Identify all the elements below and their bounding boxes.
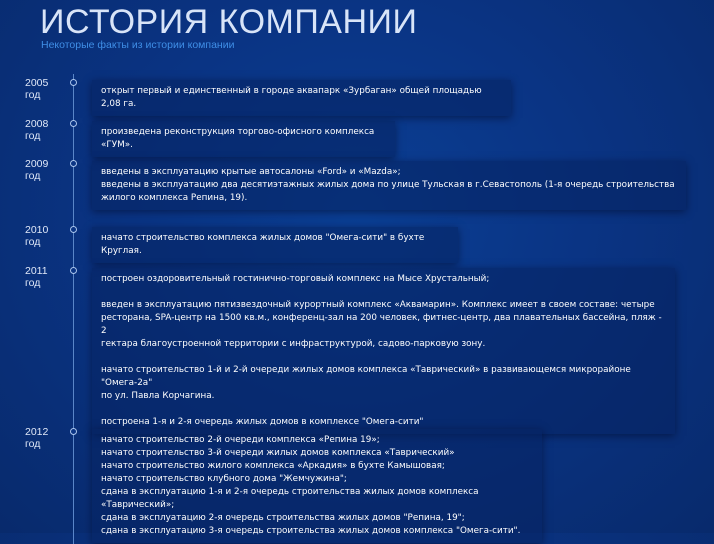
timeline-year: 2010 год: [25, 224, 49, 248]
timeline-dot: [70, 428, 77, 435]
event-line: начато строительство 3-й очереди жилых домов комплекса «Таврический»: [101, 448, 455, 458]
timeline-line: [73, 74, 74, 544]
event-line: сдана в эксплуатацию 2-я очередь строительства жилых домов "Репина, 19";: [101, 513, 465, 523]
timeline-year: 2005 год: [25, 77, 49, 101]
event-line: по ул. Павла Корчагина.: [101, 391, 215, 401]
event-line: произведена реконструкция торгово-офисного комплекса «ГУМ».: [101, 127, 375, 150]
event-line: начато строительство комплекса жилых домов "Омега-сити" в бухте Круглая.: [101, 233, 425, 256]
timeline-year: 2011 год: [25, 265, 48, 289]
event-line: начато строительство клубного дома "Жемчужина";: [101, 474, 347, 484]
event-line: жилого комплекса Репина, 19).: [101, 193, 248, 203]
timeline-event: [92, 121, 395, 157]
timeline-year: 2012 год: [25, 426, 49, 450]
event-line: гектара благоустроенной территории с инфраструктурой, садово-парковую зону.: [101, 339, 486, 349]
timeline-year: 2008 год: [25, 118, 49, 142]
event-line: построен оздоровительный гостинично-торговый комплекс на Мысе Хрустальный;: [101, 274, 490, 284]
timeline-event: [92, 268, 675, 434]
event-line: введены в эксплуатацию крытые автосалоны «Ford» и «Mazda»;: [101, 167, 401, 177]
timeline-dot: [70, 160, 77, 167]
timeline-event: [92, 227, 458, 263]
timeline-dot: [70, 79, 77, 86]
event-line: открыт первый и единственный в городе аквапарк «Зурбаган» общей площадью 2,08 га.: [101, 86, 482, 109]
event-line: введены в эксплуатацию два десятиэтажных жилых дома по улице Тульская в г.Севастополь (1-я очередь строительства: [101, 180, 675, 190]
timeline-year: 2009 год: [25, 158, 49, 182]
timeline-event: [92, 80, 511, 116]
event-line: сдана в эксплуатацию 1-я и 2-я очередь строительства жилых домов комплекса «Таврический»;: [101, 487, 479, 510]
event-line: начато строительство 1-й и 2-й очереди жилых домов комплекса «Таврический» в развивающемся микрорайоне "Омега-2а": [101, 365, 631, 388]
event-line: ресторана, SPA-центр на 1500 кв.м., конференц-зал на 200 человек, фитнес-центр, два плавательных бассейна, пляж - 2: [101, 313, 662, 336]
event-line: сдана в эксплуатацию 3-я очередь строительства жилых домов комплекса "Омега-сити".: [101, 526, 521, 536]
timeline-dot: [70, 267, 77, 274]
page-subtitle: Некоторые факты из истории компании: [41, 39, 235, 51]
event-line: введен в эксплуатацию пятизвездочный курортный комплекс «Аквамарин». Комплекс имеет в своем составе: четыре: [101, 300, 655, 310]
event-line: начато строительство жилого комплекса «Аркадия» в бухте Камышовая;: [101, 461, 445, 471]
timeline-event: [92, 161, 686, 210]
event-line: построена 1-я и 2-я очередь жилых домов в комплексе "Омега-сити": [101, 417, 424, 427]
timeline-dot: [70, 226, 77, 233]
event-line: начато строительство 2-й очереди комплекса «Репина 19»;: [101, 435, 380, 445]
timeline-event: [92, 429, 542, 543]
timeline-dot: [70, 120, 77, 127]
page-title: ИСТОРИЯ КОМПАНИИ: [40, 3, 418, 41]
